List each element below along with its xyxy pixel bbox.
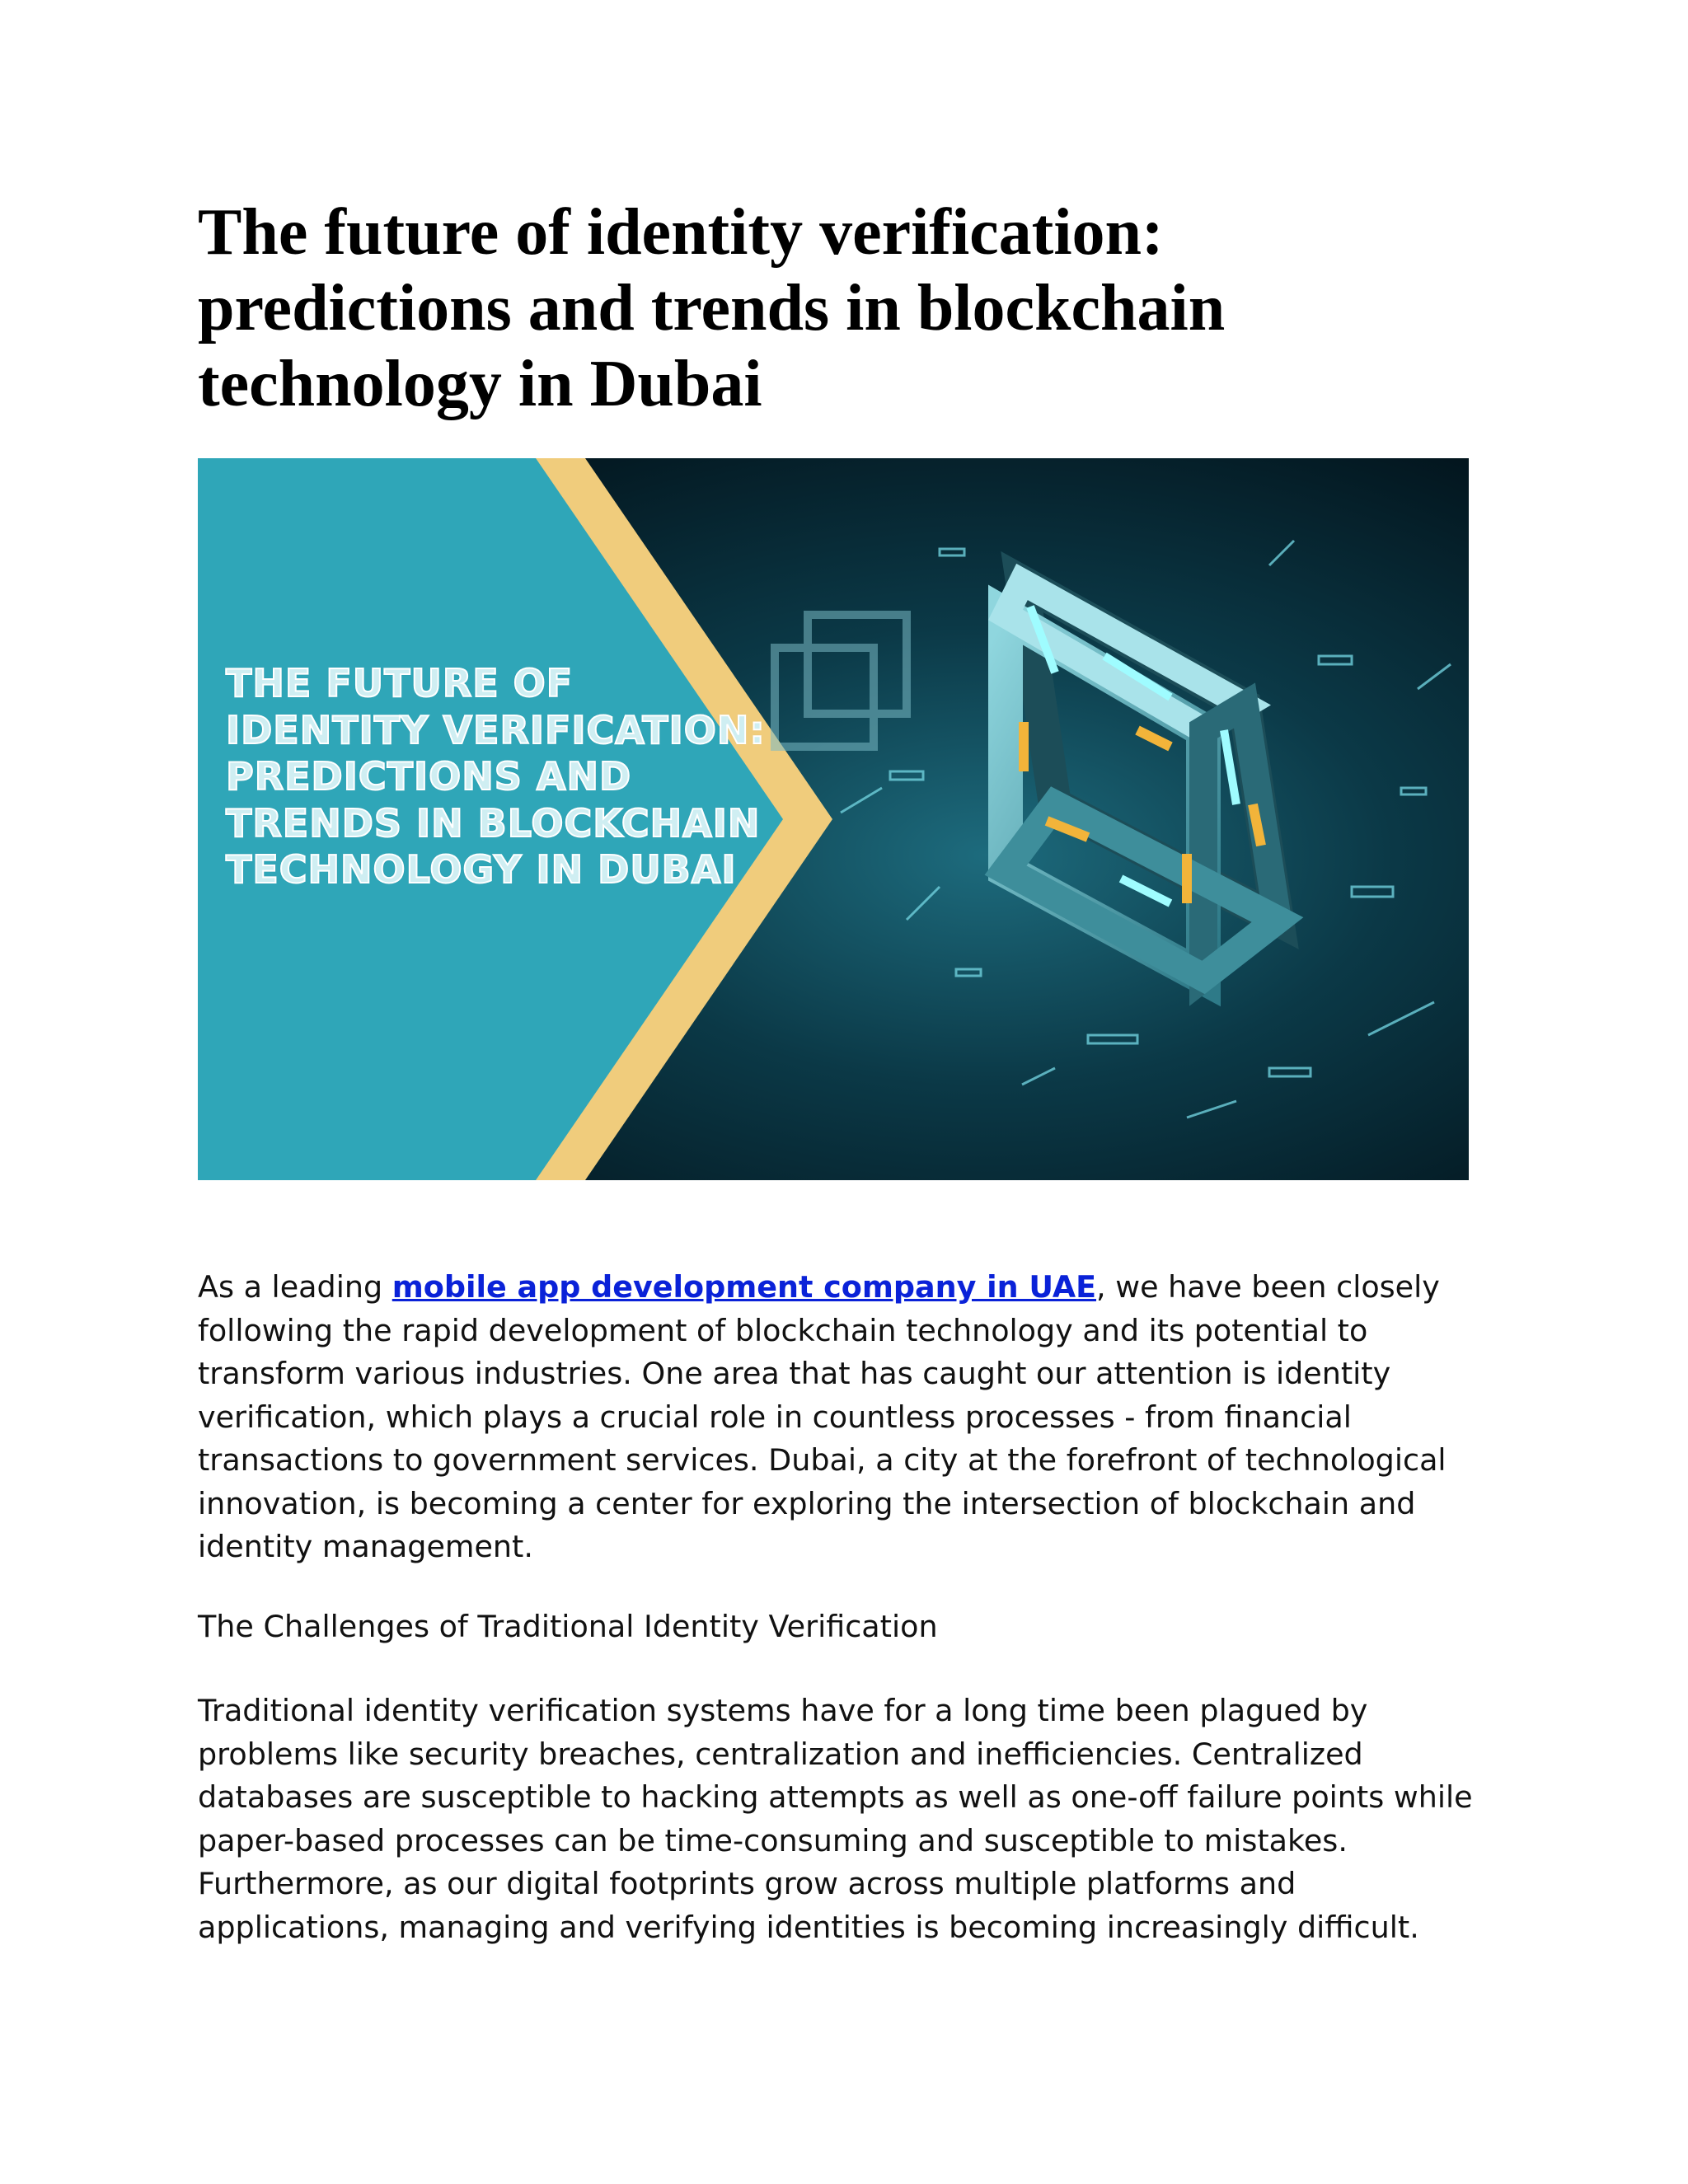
- intro-text-after: , we have been closely following the rapid development of blockchain technology and its potential to transform various industries. One area that has caught our attention is identity verification, which plays a crucial role in countless processes - from financial transactions to government services. Dubai, a city at the forefront of technological innovation, is becoming a center for exploring the intersection of blockchain and identity management.: [198, 1269, 1447, 1564]
- company-link[interactable]: mobile app development company in UAE: [392, 1269, 1097, 1305]
- challenges-paragraph: Traditional identity verification systems have for a long time been plagued by problems like security breaches, centralization and inefficiencies. Centralized databases are susceptible to hacking attempts as well as one-off failure points while paper-based processes can be time-consuming and susceptible to mistakes. Furthermore, as our digital footprints grow across multiple platforms and applications, managing and verifying identities is becoming increasingly difficult.: [198, 1693, 1473, 1945]
- intro-paragraph: [198, 1266, 1484, 1569]
- banner-headline: THE FUTURE OF IDENTITY VERIFICATION: PREDICTIONS AND TRENDS IN BLOCKCHAIN TECHNOLOGY IN DUBAI: [226, 661, 766, 892]
- intro-text-before: As a leading: [198, 1269, 392, 1305]
- section-heading: The Challenges of Traditional Identity Verification: [198, 1609, 938, 1644]
- page-title: The future of identity verification: predictions and trends in blockchain technology in Dubai: [198, 196, 1226, 420]
- hero-banner-image: [198, 458, 1469, 1180]
